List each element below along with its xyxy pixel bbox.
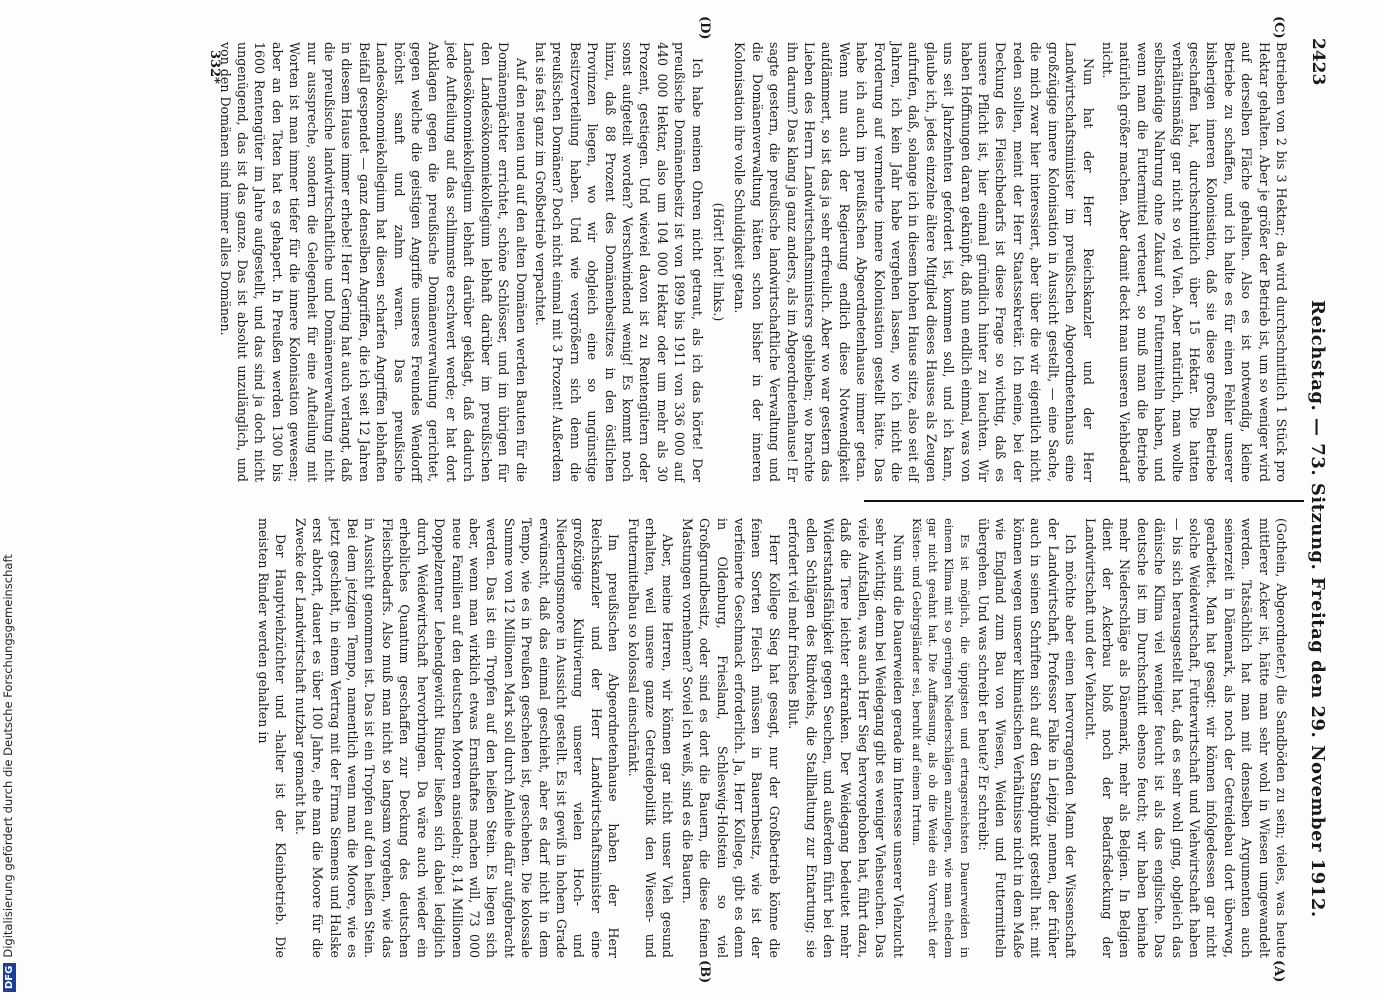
paragraph: (Gothein, Abgeordneter.) die Sandböden zu sein; vieles, was heute mittlerer Acker ist, hätte man sehr wohl in Wiesen umgewandelt werden. Tatsächlich hat man mit denselben Argumenten auch seinerzeit in Dänemark, als noch der Getreidebau dort überwog, gearbeitet. Man hat gesagt: wir können infolgedessen gar nicht solche Weidewirtschaft, Futterwirtschaft und Viehwirtschaft haben — bis sich herausgestellt hat, daß es sehr wohl ging, obgleich das dänische Klima viel weniger feucht ist als das englische. Das deutsche ist im Durchschnitt ebenso feucht; wir haben beinahe mehr Niederschläge als Dänemark, mehr als Belgien. In Belgien dient der Ackerbau bloß noch der Bedarfsdeckung der Landwirtschaft und der Viehzucht. xyxy=(1082,518,1289,958)
margin-marker-d: (D) xyxy=(697,16,712,40)
dfg-logo: DFG xyxy=(3,963,16,992)
paragraph: Auf den neuen und auf den alten Domänen werden Bauten für die Domänenpächter errichtet, schöne Schlösser, und im übrigen für den Landesökonomiekollegium lebhaft darüber im preußischen Landesökonomiekollegium lebhaft darüber geklagt, daß dadurch jede Aufteilung auf das schlimmste erschwert werde; er hat dort Anklagen gegen die preußische Domänenverwaltung gerichtet, gegen welche die geistigen Angriffe unseres Freundes Wendorff höchst sanft und zahm waren. Das preußische Landesökonomiekollegium hat diesen scharfen Angriffen lebhaften Beifall gespendet — ganz denselben Angriffen, die ich seit 12 Jahren in diesem Hause immer erhebe! Herr Gering hat auch verlangt, daß die preußische landwirtschaftliche und Domänenverwaltung nicht nur ausspreche, sondern die Gelegenheit für eine Aufteilung mit Worten ist man immer tiefer für die innere Kolonisation gewesen; aber an den Taten hat es gehapert. In Preußen werden 1300 bis 1600 Rentengüter im Jahre aufgestellt, und das sind ja doch nicht ungenügend, das ist das ganze. Das ist absolut unzulänglich, und von den Domänen sind immer alles Domänen. xyxy=(217,42,529,482)
paragraph: Es ist möglich, die üppigsten und ertragsreichsten Dauerweiden in einem Klima mit so geringen Niederschlägen anzulegen, wie man ehedem gar nicht geahnt hat. Die Auffassung, als ob die Weide ein Vorrecht der Küsten- und Gebirgsländer sei, beruht auf einem Irrtum. xyxy=(909,518,972,958)
paragraph: Herr Kollege Sieg hat gesagt, nur der Großbetrieb könne die feinen Sorten Fleisch müssen in Bauernbesitz, wie ist der verfeinerte Geschmack erforderlich. Ja, Herr Kollege, gibt es denn in Oldenburg, Friesland, Schleswig-Holstein so viel Großgrundbesitz, oder sind es dort die Bauern, die diese feinen Mastungen vornehmen? Soviel ich weiß, sind es die Bauern. xyxy=(679,518,782,958)
paragraph: Aber, meine Herren, wir können gar nicht unser Vieh gesund erhalten, weil unsere ganze Getreidepolitik den Wiesen- und Futtermittelbau so kolossal einschränkt. xyxy=(625,518,676,958)
credit-text: Digitalisierung gefördert durch die Deutsche Forschungsgemeinschaft xyxy=(1,554,15,958)
paragraph: Im preußischen Abgeordnetenhause haben der Herr Reichskanzler und der Herr Landwirtschaftsminister eine großzügige Kultivierung unserer vielen Hoch- und Niederungsmoore in Aussicht gestellt. Es ist gewiß in hohem Grade erwünscht, daß das einmal geschieht, aber es darf nicht in dem Tempo, wie es in Preußen geschehen ist, geschehen. Die kolossale Summe von 12 Millionen Mark soll durch Anleihe dafür aufgebracht werden. Das ist ein Tropfen auf den heißen Stein. Es liegen sich aber, wenn man wirklich etwas Ernsthaftes machen will, 73 000 neue Familien auf den deutschen Mooren ansiedeln; 8,14 Millionen Doppelzentner Lebendgewicht Rinder ließen sich dabei lediglich durch Weidewirtschaft hervorbringen. Da wäre auch wieder ein erhebliches Quantum geschaffen zur Deckung des deutschen Fleischbedarfs. Also muß man nicht so langsam vorgehen, wie das in Aussicht genommen ist. Das ist ein Tropfen auf den heißen Stein. Bei dem jetzigen Tempo, namentlich wenn man die Moore, wie es jetzt geschieht, in einem Vertrag mit der Firma Siemens und Halske erst abtorft, dauert es über 100 Jahre, ehe man die Moore für die Zwecke der Landwirtschaft nutzbar gemacht hat. xyxy=(292,518,622,958)
signature-mark: 332* xyxy=(207,50,222,84)
margin-marker-a: (A) xyxy=(1271,960,1286,983)
paragraph: (Hört! hört! links.) xyxy=(711,202,726,322)
digitization-credit xyxy=(1,392,16,992)
column-divider xyxy=(864,500,1304,502)
running-title: Reichstag. — 73. Sitzung. Freitag den 29. November 1912. xyxy=(1307,300,1328,918)
rotated-sheet xyxy=(82,16,1332,984)
paragraph: Nun sind die Dauerweiden gerade im Interesse unserer Viehzucht sehr wichtig; denn bei Weidegang gibt es weniger Viehseuchen. Das viele Aufstallen, was auch Herr Sieg hervorgehoben hat, führt dazu, daß die Tiere leichter erkranken. Der Weidegang bedeutet mehr Widerstandsfähigkeit gegen Seuchen, und außerdem führt bei den edlen Schlägen des Rindviehs, die Stallhaltung zur Entartung; sie erfordert viel mehr frisches Blut. xyxy=(786,518,906,958)
margin-marker-b: (B) xyxy=(697,960,712,984)
paragraph: Ich habe meinen Ohren nicht getraut, als ich das hörte! Der preußische Domänenbesitz ist von 1899 bis 1911 von 336 000 auf 440 000 Hektar, also um 104 000 Hektar oder um mehr als 30 Prozent, gestiegen. Und wieviel davon ist zu Rentengütern oder sonst aufgeteilt worden? Verschwindend wenig! Es kommt noch hinzu, daß 88 Prozent des Domänenbesitzes in den östlichen Provinzen liegen, wo wir obgleich eine so ungünstige Besitzverteilung haben. Und wie vergrößern sich denn die preußischen Domänen? Doch nicht einmal mit 3 Prozent! Außerdem hat sie fast ganz im Großbetrieb verpachtet. xyxy=(532,42,705,482)
page-header xyxy=(1298,30,1332,980)
column-right xyxy=(214,42,1290,482)
paragraph: Betrieben von 2 bis 3 Hektar; da wird durchschnittlich 1 Stück pro Hektar gehalten. Aber je größer der Betrieb ist, um so weniger wird auf derselben Fläche gehalten. Also es ist notwendig, kleine Betriebe zu schaffen, und ich halte es für einen Fehler unserer bisherigen inneren Kolonisation, daß sie diese großen Betriebe geschaffen hat, durchschnittlich über 15 Hektar. Die hatten verhältnismäßig gar nicht so viel Vieh. Aber natürlich, man wollte selbständige Nahrung ohne Zukauf von Futtermitteln haben, und wenn man die Futtermittel verteuert, so muß man die Betriebe natürlich größer machen. Aber damit deckt man unseren Viehbedarf nicht. xyxy=(1099,42,1289,482)
paragraph: Der Hauptviehzüchter und -halter ist der Kleinbetrieb. Die meisten Rinder werden gehalten in xyxy=(256,518,289,958)
page-number: 2423 xyxy=(1308,38,1328,86)
column-left xyxy=(253,518,1290,958)
margin-marker-c: (C) xyxy=(1271,16,1286,39)
paragraph: Nun hat der Herr Reichskanzler und der Herr Landwirtschaftsminister im preußischen Abgeordnetenhaus eine großzügige innere Kolonisation in Aussicht gestellt, — eine Sache, die mich zwar hier interessiert, aber über die wir eigentlich nicht reden sollten, meint der Herr Staatssekretär. Ich meine, bei der Deckung des Fleischbedarfs ist diese Frage so wichtig, daß es unsere Pflicht ist, hier einmal gründlich hinter zu leuchten. Wir haben Hoffnungen daran geknüpft, daß nun endlich einmal, was von uns seit Jahrzehnten gefordert ist, kommen soll, und ich kann, glaube ich, jedes einzelne ältere Mitglied dieses Hauses als Zeugen aufrufen, daß, solange ich in diesem hohen Hause sitze, also seit elf Jahren, ich kein Jahr habe vergehen lassen, wo ich nicht die Forderung auf vermehrte innere Kolonisation gestellt hätte. Das habe ich auch im preußischen Abgeordnetenhause immer getan. Wenn nun auch der Regierung endlich diese Notwendigkeit aufdämmert, so ist das ja sehr erfreulich. Aber wo war gestern das Lieben des Herrn Landwirtschaftsministers geblieben; wo brachte ihn darum? Das klang ja ganz anders, als im Abgeordnetenhause! Er sagte gestern, die preußische landwirtschaftliche Verwaltung und die Domänenverwaltung hätten schon bisher in der inneren Kolonisation ihre volle Schuldigkeit getan. xyxy=(732,42,1096,482)
paragraph: Ich möchte aber einen hervorragenden Mann der Wissenschaft der Landwirtschaft, Professor Falke in Leipzig, nennen, der früher auch in seinen Schriften sich auf den Standpunkt gestellt hat: mit können wegen unserer klimatischen Verhältnisse nicht in dem Maße wie England zum Bau von Wiesen, Weiden und Futtermitteln übergehen. Und was schreibt er heute? Er schreibt: xyxy=(976,518,1079,958)
